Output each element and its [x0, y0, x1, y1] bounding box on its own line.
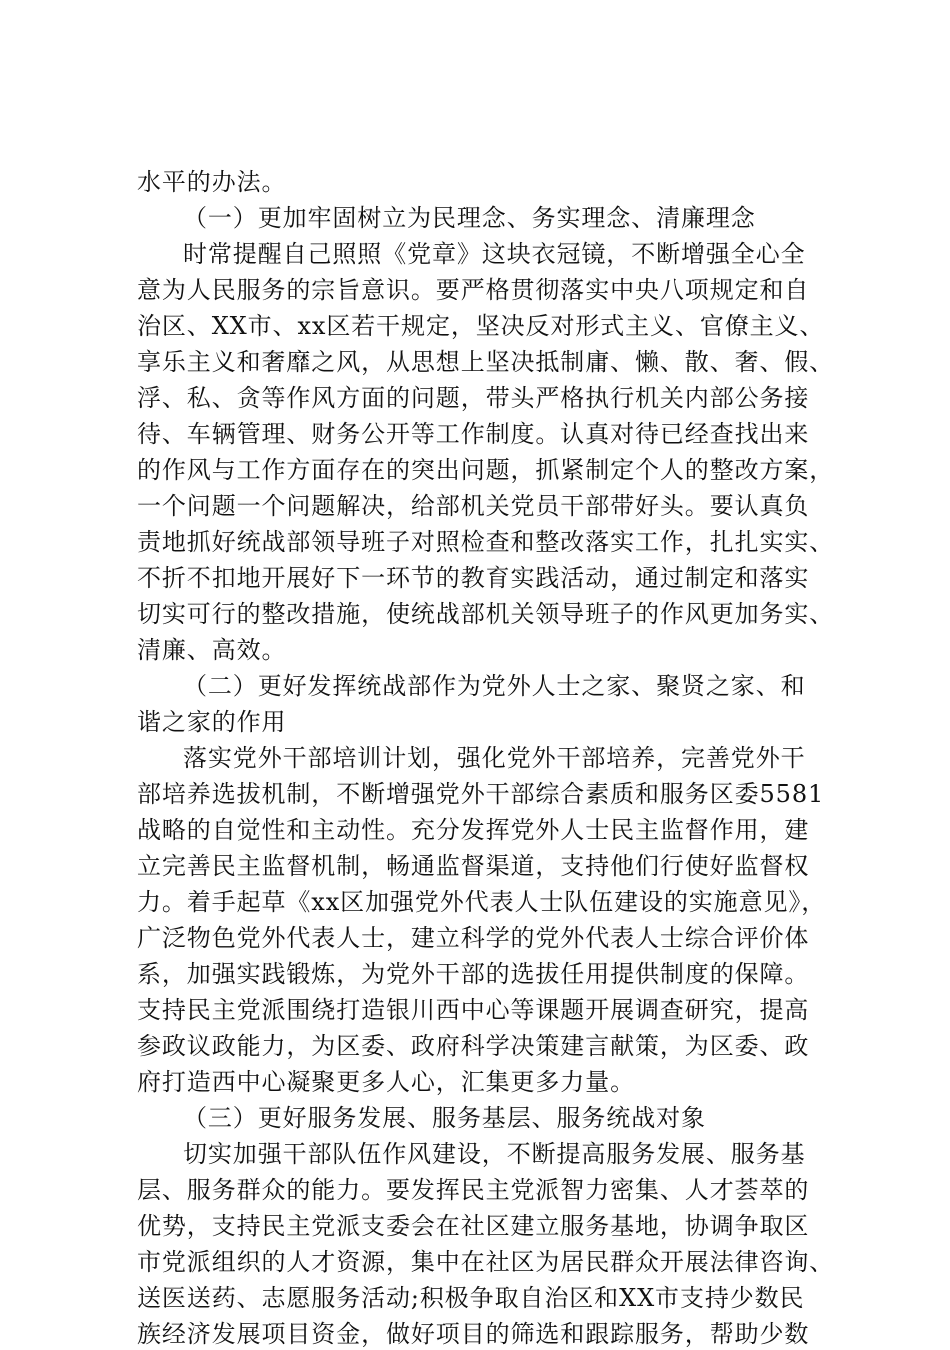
paragraph-line: 优势，支持民主党派支委会在社区建立服务基地，协调争取区 [137, 1212, 810, 1240]
paragraph-line: 治区、XX市、xx区若干规定，坚决反对形式主义、官僚主义、 [137, 312, 825, 340]
paragraph-line: 浮、私、贪等作风方面的问题，带头严格执行机关内部公务接 [137, 384, 810, 412]
section-heading-2: （二）更好发挥统战部作为党外人士之家、聚贤之家、和 [183, 672, 806, 700]
paragraph-line: 切实可行的整改措施，使统战部机关领导班子的作风更加务实、 [137, 600, 835, 628]
paragraph-line: 支持民主党派围绕打造银川西中心等课题开展调查研究，提高 [137, 996, 810, 1024]
paragraph-line: 层、服务群众的能力。要发挥民主党派智力密集、人才荟萃的 [137, 1176, 810, 1204]
paragraph-line: 广泛物色党外代表人士，建立科学的党外代表人士综合评价体 [137, 924, 810, 952]
paragraph-line: 府打造西中心凝聚更多人心，汇集更多力量。 [137, 1068, 635, 1096]
paragraph-line: 战略的自觉性和主动性。充分发挥党外人士民主监督作用，建 [137, 816, 810, 844]
paragraph-line: 意为人民服务的宗旨意识。要严格贯彻落实中央八项规定和自 [137, 276, 810, 304]
paragraph-line: 送医送药、志愿服务活动;积极争取自治区和XX市支持少数民 [137, 1284, 805, 1312]
paragraph-line: 待、车辆管理、财务公开等工作制度。认真对待已经查找出来 [137, 420, 810, 448]
paragraph-line: 不折不扣地开展好下一环节的教育实践活动，通过制定和落实 [137, 564, 810, 592]
paragraph-line: 立完善民主监督机制，畅通监督渠道，支持他们行使好监督权 [137, 852, 810, 880]
section-heading-3: （三）更好服务发展、服务基层、服务统战对象 [183, 1104, 706, 1132]
paragraph-line: 责地抓好统战部领导班子对照检查和整改落实工作，扎扎实实、 [137, 528, 835, 556]
paragraph-line: 市党派组织的人才资源，集中在社区为居民群众开展法律咨询、 [137, 1248, 835, 1276]
paragraph-line: 参政议政能力，为区委、政府科学决策建言献策，为区委、政 [137, 1032, 810, 1060]
paragraph-line: 族经济发展项目资金，做好项目的筛选和跟踪服务，帮助少数 [137, 1320, 810, 1348]
paragraph-line: 的作风与工作方面存在的突出问题，抓紧制定个人的整改方案， [137, 456, 835, 484]
section-heading-1: （一）更加牢固树立为民理念、务实理念、清廉理念 [183, 204, 756, 232]
paragraph-line: 清廉、高效。 [137, 636, 287, 664]
paragraph-line: 部培养选拔机制，不断增强党外干部综合素质和服务区委5581 [137, 780, 825, 808]
paragraph-line: 切实加强干部队伍作风建设，不断提高服务发展、服务基 [183, 1140, 806, 1168]
paragraph-line: 享乐主义和奢靡之风，从思想上坚决抵制庸、懒、散、奢、假、 [137, 348, 835, 376]
paragraph-line: 一个问题一个问题解决，给部机关党员干部带好头。要认真负 [137, 492, 810, 520]
paragraph-line: 力。着手起草《xx区加强党外代表人士队伍建设的实施意见》， [137, 888, 827, 916]
paragraph-line: 水平的办法。 [137, 168, 287, 196]
section-heading-2-cont: 谐之家的作用 [137, 708, 287, 736]
paragraph-line: 系，加强实践锻炼，为党外干部的选拔任用提供制度的保障。 [137, 960, 810, 988]
paragraph-line: 时常提醒自己照照《党章》这块衣冠镜，不断增强全心全 [183, 240, 806, 268]
paragraph-line: 落实党外干部培训计划，强化党外干部培养，完善党外干 [183, 744, 806, 772]
